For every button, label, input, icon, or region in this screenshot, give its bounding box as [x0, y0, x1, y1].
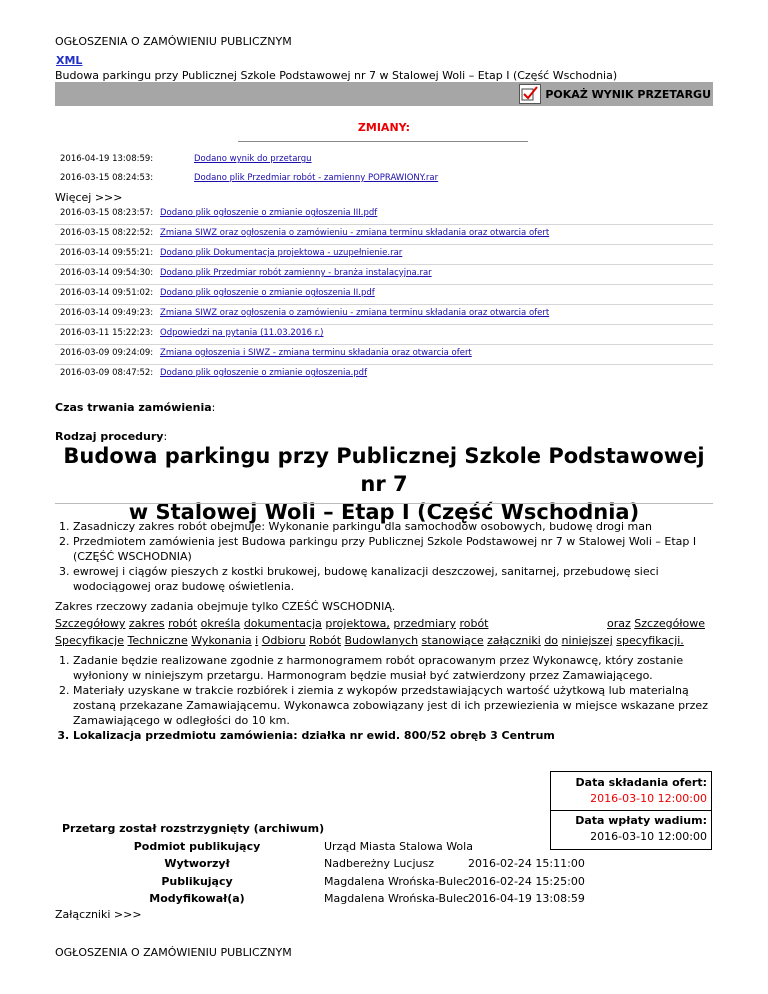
scope-line: Zakres rzeczowy zadania obejmuje tylko CZEŚĆ WSCHODNIĄ.	[55, 600, 396, 613]
procedure-label: Rodzaj procedury	[55, 430, 164, 443]
meta-date: 2016-02-24 15:11:00	[468, 857, 585, 870]
scope-word: robót	[168, 617, 198, 630]
change-link[interactable]: Odpowiedzi na pytania (11.03.2016 r.)	[160, 328, 324, 338]
result-bar	[55, 82, 713, 106]
row-divider	[55, 224, 713, 225]
scope-word: zakres	[128, 617, 165, 630]
scope-word: Robót	[309, 634, 342, 647]
tender-title-line: w Stalowej Woli – Etap I (Część Wschodnia)	[128, 500, 640, 524]
meta-label: Podmiot publikujący	[133, 840, 261, 853]
scope-line	[55, 615, 725, 632]
meta-label: Publikujący	[161, 875, 233, 888]
change-link[interactable]: Zmiana SIWZ oraz ogłoszenia o zamówieniu - zmiana terminu składania oraz otwarcia ofert	[160, 228, 550, 238]
change-date: 2016-03-15 08:23:57:	[60, 208, 154, 218]
change-date: 2016-03-09 08:47:52:	[60, 368, 154, 378]
scope-word: Techniczne	[127, 634, 188, 647]
offers-date-box	[550, 771, 712, 811]
row-divider	[55, 244, 713, 245]
change-link[interactable]: Dodano plik Przedmiar robót zamienny - branża instalacyjna.rar	[160, 268, 432, 278]
divider	[238, 141, 528, 142]
row-divider	[55, 364, 713, 365]
scope-word: projektowa,	[325, 617, 390, 630]
archive-title: Przetarg został rozstrzygnięty (archiwum)	[62, 822, 325, 835]
deposit-date-box	[550, 810, 712, 850]
change-link[interactable]: Dodano plik Przedmiar robót - zamienny POPRAWIONY.rar	[194, 173, 439, 183]
change-date: 2016-04-19 13:08:59:	[60, 154, 154, 164]
offers-date-value: 2016-03-10 12:00:00	[590, 792, 707, 805]
scope-paragraph	[55, 598, 725, 649]
scope-word: niniejszej	[561, 634, 613, 647]
change-date: 2016-03-14 09:49:23:	[60, 308, 154, 318]
changes-title: ZMIANY:	[357, 121, 411, 134]
change-link[interactable]: Zmiana SIWZ oraz ogłoszenia o zamówieniu - zmiana terminu składania oraz otwarcia ofert	[160, 308, 550, 318]
change-date: 2016-03-14 09:54:30:	[60, 268, 154, 278]
scope-word: Szczegółowy	[55, 617, 126, 630]
meta-value: Urząd Miasta Stalowa Wola	[324, 840, 473, 853]
show-result-label: POKAŻ WYNIK PRZETARGU	[545, 87, 711, 101]
scope-word: Odbioru	[261, 634, 306, 647]
section-title: OGŁOSZENIA O ZAMÓWIENIU PUBLICZNYM	[55, 35, 292, 48]
meta-label: Modyfikował(a)	[149, 892, 245, 905]
scope-word: Budowlanych	[344, 634, 419, 647]
scope-word: robót	[459, 617, 489, 630]
change-link[interactable]: Zmiana ogłoszenia i SIWZ - zmiana terminu składania oraz otwarcia ofert	[160, 348, 472, 358]
tender-subtitle: Budowa parkingu przy Publicznej Szkole Podstawowej nr 7 w Stalowej Woli – Etap I (Część Wschodnia)	[55, 69, 618, 82]
colon: :	[163, 430, 168, 443]
list-item: 3. ewrowej i ciągów pieszych z kostki brukowej, budowę kanalizacji deszczowej, sanitarnej, przebudowę sieci wodociągowej oraz budowę oświetlenia.	[73, 564, 731, 594]
row-divider	[55, 344, 713, 345]
change-date: 2016-03-15 08:22:52:	[60, 228, 154, 238]
scope-word: oraz	[607, 617, 631, 630]
change-date: 2016-03-15 08:24:53:	[60, 173, 154, 183]
tender-title	[55, 442, 713, 526]
offers-date-label: Data składania ofert:	[575, 776, 707, 789]
change-link[interactable]: Dodano plik ogłoszenie o zmianie ogłoszenia III.pdf	[160, 208, 378, 218]
scope-word: Wykonania	[191, 634, 252, 647]
scope-word: dokumentacja	[243, 617, 322, 630]
scope-word: przedmiary	[393, 617, 456, 630]
list-item: 1. Zasadniczy zakres robót obejmuje: Wykonanie parkingu dla samochodów osobowych, budowę drogi man	[73, 519, 731, 534]
colon: :	[211, 401, 216, 414]
footer-section-title: OGŁOSZENIA O ZAMÓWIENIU PUBLICZNYM	[55, 946, 292, 959]
scope-word: specyfikacji.	[616, 634, 684, 647]
change-date: 2016-03-14 09:55:21:	[60, 248, 154, 258]
meta-label: Wytworzył	[164, 857, 230, 870]
scope-word: Specyfikacje	[55, 634, 125, 647]
scope-word: i	[255, 634, 259, 647]
change-link[interactable]: Dodano plik ogłoszenie o zmianie ogłoszenia II.pdf	[160, 288, 375, 298]
deposit-date-label: Data wpłaty wadium:	[575, 814, 707, 827]
meta-value: Magdalena Wrońska-Bulec	[324, 892, 469, 905]
more-changes-link[interactable]: Więcej >>>	[55, 191, 123, 204]
scope-word: do	[544, 634, 559, 647]
scope-word: stanowiące	[421, 634, 484, 647]
change-link[interactable]: Dodano plik ogłoszenie o zmianie ogłoszenia.pdf	[160, 368, 368, 378]
row-divider	[55, 284, 713, 285]
meta-value: Magdalena Wrońska-Bulec	[324, 875, 469, 888]
deposit-date-value: 2016-03-10 12:00:00	[590, 830, 707, 843]
scope-list	[55, 519, 731, 594]
list-item: 3. Lokalizacja przedmiotu zamówienia: działka nr ewid. 800/52 obręb 3 Centrum	[73, 728, 731, 743]
change-date: 2016-03-09 09:24:09:	[60, 348, 154, 358]
tender-title-line: Budowa parkingu przy Publicznej Szkole Podstawowej nr 7	[63, 444, 705, 496]
row-divider	[55, 304, 713, 305]
scope-word: załączniki	[487, 634, 541, 647]
meta-date: 2016-02-24 15:25:00	[468, 875, 585, 888]
show-result-button[interactable]	[519, 83, 711, 105]
checkmark-icon	[519, 84, 541, 104]
change-link[interactable]: Dodano wynik do przetargu	[194, 154, 312, 164]
duration-label-row	[55, 401, 215, 414]
change-date: 2016-03-11 15:22:23:	[60, 328, 154, 338]
change-date: 2016-03-14 09:51:02:	[60, 288, 154, 298]
meta-date: 2016-04-19 13:08:59	[468, 892, 585, 905]
row-divider	[55, 324, 713, 325]
divider	[55, 503, 713, 504]
attachments-link[interactable]: Załączniki >>>	[55, 908, 142, 921]
row-divider	[55, 264, 713, 265]
list-item: 2. Przedmiotem zamówienia jest Budowa parkingu przy Publicznej Szkole Podstawowej nr 7 w Stalowej Woli – Etap I (CZĘŚĆ WSCHODNIA)	[73, 534, 731, 564]
list-item: 2. Materiały uzyskane w trakcie rozbiórek i ziemia z wykopów przedstawiających wartość użytkową lub materialną zostaną przekazane Zamawiającemu. Wykonawca zobowiązany jest di ich przewiezienia w miejsce wskazane przez Zamawiającego w odległości do 10 km.	[73, 683, 731, 728]
scope-word: Szczegółowe	[634, 617, 705, 630]
change-link[interactable]: Dodano plik Dokumentacja projektowa - uzupełnienie.rar	[160, 248, 403, 258]
xml-link[interactable]: XML	[56, 54, 83, 67]
list-item: 1. Zadanie będzie realizowane zgodnie z harmonogramem robót opracowanym przez Wykonawcę, który zostanie wyłoniony w niniejszym przetargu. Harmonogram będzie musiał być zatwierdzony przez Zamawiającego.	[73, 653, 731, 683]
scope-word: określa	[200, 617, 241, 630]
meta-value: Nadbereżny Lucjusz	[324, 857, 434, 870]
duration-label: Czas trwania zamówienia	[55, 401, 212, 414]
scope-line	[55, 632, 725, 649]
conditions-list	[55, 653, 731, 743]
